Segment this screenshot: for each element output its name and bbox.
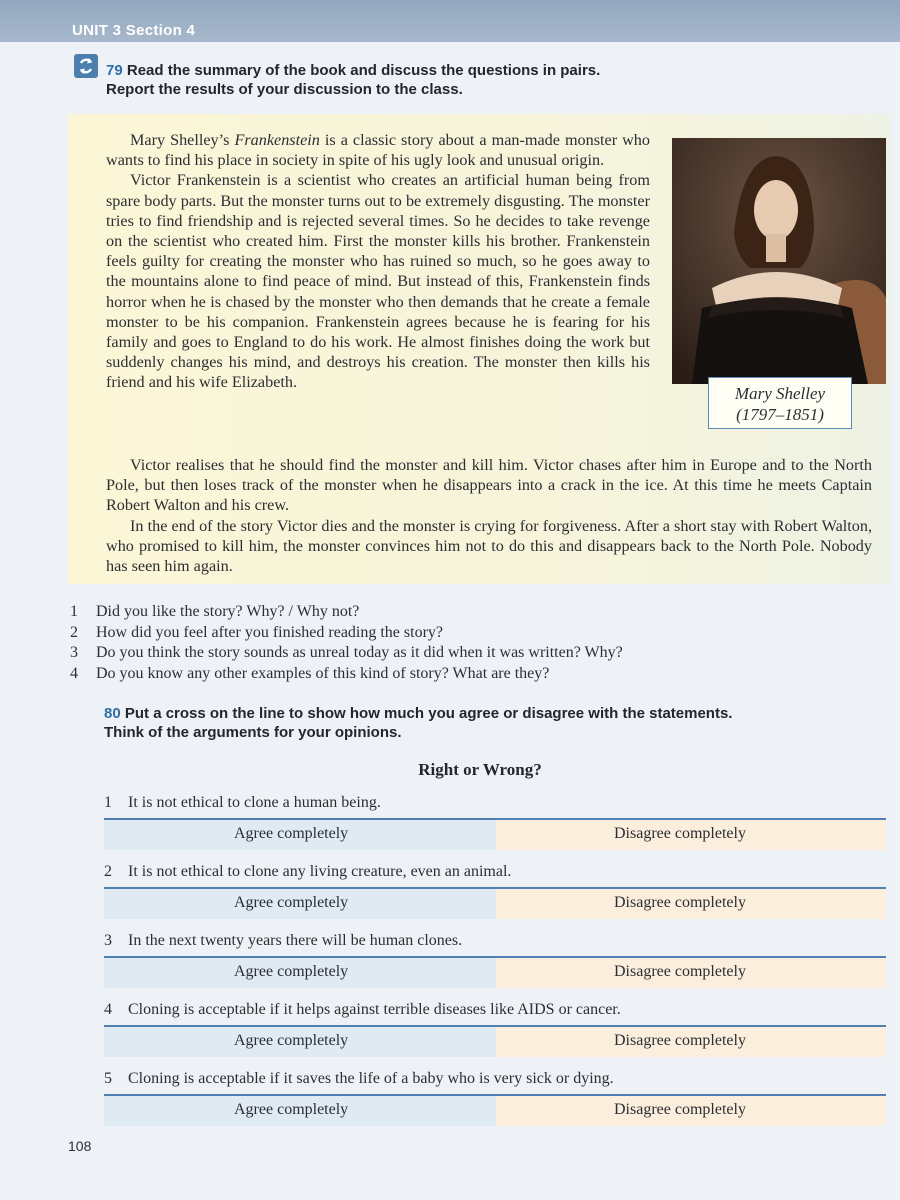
disagree-label: Disagree completely — [614, 1032, 746, 1049]
agreement-line[interactable] — [104, 818, 886, 820]
summary-paragraph-3: Victor realises that he should find the monster and kill him. Victor chases after him in Europe and to the North Pole, but then loses track of the monster when he disappears into a crack in the ice. At this time he meets Captain Robert Walton and his crew. — [106, 456, 872, 515]
portrait-caption — [708, 377, 852, 429]
agreement-scale-1[interactable] — [104, 818, 886, 852]
agreement-scale-4[interactable] — [104, 1025, 886, 1059]
disagree-label: Disagree completely — [614, 963, 746, 980]
caption-name: Mary Shelley — [734, 384, 826, 403]
agreement-line[interactable] — [104, 1094, 886, 1096]
question-item: 4 Do you know any other examples of this kind of story? What are they? — [70, 664, 550, 682]
summary-text-upper — [106, 130, 650, 393]
summary-paragraph-4: In the end of the story Victor dies and the monster is crying for forgiveness. After a short stay with Robert Walton, who promised to kill him, the monster convinces him not to do this and disappears back to the North Pole. Nobody has seen him again. — [106, 516, 872, 576]
statement-4: 4 Cloning is acceptable if it helps against terrible diseases like AIDS or cancer. — [104, 1001, 621, 1018]
book-title: Frankenstein — [234, 131, 320, 149]
agree-label: Agree completely — [234, 963, 349, 980]
unit-section-label: UNIT 3 Section 4 — [72, 22, 196, 39]
statement-2: 2 It is not ethical to clone any living creature, even an animal. — [104, 863, 512, 880]
right-or-wrong-title: Right or Wrong? — [418, 760, 542, 779]
agreement-scale-5[interactable] — [104, 1094, 886, 1128]
page-number: 108 — [68, 1138, 92, 1154]
statement-5: 5 Cloning is acceptable if it saves the life of a baby who is very sick or dying. — [104, 1070, 614, 1087]
statement-3: 3 In the next twenty years there will be human clones. — [104, 932, 463, 949]
agree-label: Agree completely — [234, 825, 349, 842]
caption-years: (1797–1851) — [736, 405, 824, 424]
summary-paragraph-2: Victor Frankenstein is a scientist who creates an artificial human being from spare body parts. But the monster turns out to be extremely disgusting. The monster tries to find friendship and is rejected several times. So he decides to take revenge on the scientist who created him. First the monster kills his brother. Frankenstein feels guilty for creating the monster who has ruined so much, so he goes away to the mountains alone to find peace of mind. But instead of this, Frankenstein finds horror when he is chased by the monster who then demands that he create a female monster to be his companion. Frankenstein agrees because he is fearing for his family and goes to England to do his work. He almost finishes doing the work but suddenly changes his mind, and destroys his creation. The monster then kills his friend and his wife Elizabeth. — [106, 171, 650, 392]
exercise-79-instruction — [106, 61, 600, 99]
exercise-79-number: 79 — [106, 62, 123, 79]
question-item: 1 Did you like the story? Why? / Why not? — [70, 603, 360, 620]
exercise-80-instruction-line2: Think of the arguments for your opinions. — [104, 724, 402, 741]
agree-label: Agree completely — [234, 894, 349, 911]
discussion-questions — [70, 602, 790, 684]
summary-paragraph-1: Mary Shelley’s Frankenstein is a classic story about a man-made monster who wants to find his place in society in spite of his ugly look and unusual origin. — [106, 131, 650, 170]
pair-work-icon — [74, 54, 98, 78]
disagree-label: Disagree completely — [614, 1101, 746, 1118]
agree-label: Agree completely — [234, 1101, 349, 1118]
exercise-80-instruction-line1: Put a cross on the line to show how much you agree or disagree with the statements. — [124, 705, 733, 722]
exercise-79-instruction-line2: Report the results of your discussion to the class. — [106, 81, 463, 98]
disagree-label: Disagree completely — [614, 825, 746, 842]
statement-1: 1 It is not ethical to clone a human being. — [104, 794, 381, 811]
disagree-label: Disagree completely — [614, 894, 746, 911]
agreement-line[interactable] — [104, 956, 886, 958]
agreement-line[interactable] — [104, 1025, 886, 1027]
question-item: 2 How did you feel after you finished reading the story? — [70, 623, 444, 641]
exercise-79-instruction-line1: Read the summary of the book and discuss the questions in pairs. — [126, 62, 601, 79]
agreement-scale-3[interactable] — [104, 956, 886, 990]
exercise-80-number: 80 — [104, 705, 121, 722]
mary-shelley-portrait — [672, 138, 886, 384]
exercise-80-instruction — [104, 704, 732, 742]
question-item: 3 Do you think the story sounds as unreal today as it did when it was written? Why? — [70, 644, 623, 662]
agree-label: Agree completely — [234, 1032, 349, 1049]
agreement-scale-2[interactable] — [104, 887, 886, 921]
agreement-line[interactable] — [104, 887, 886, 889]
summary-text-lower — [106, 455, 872, 576]
